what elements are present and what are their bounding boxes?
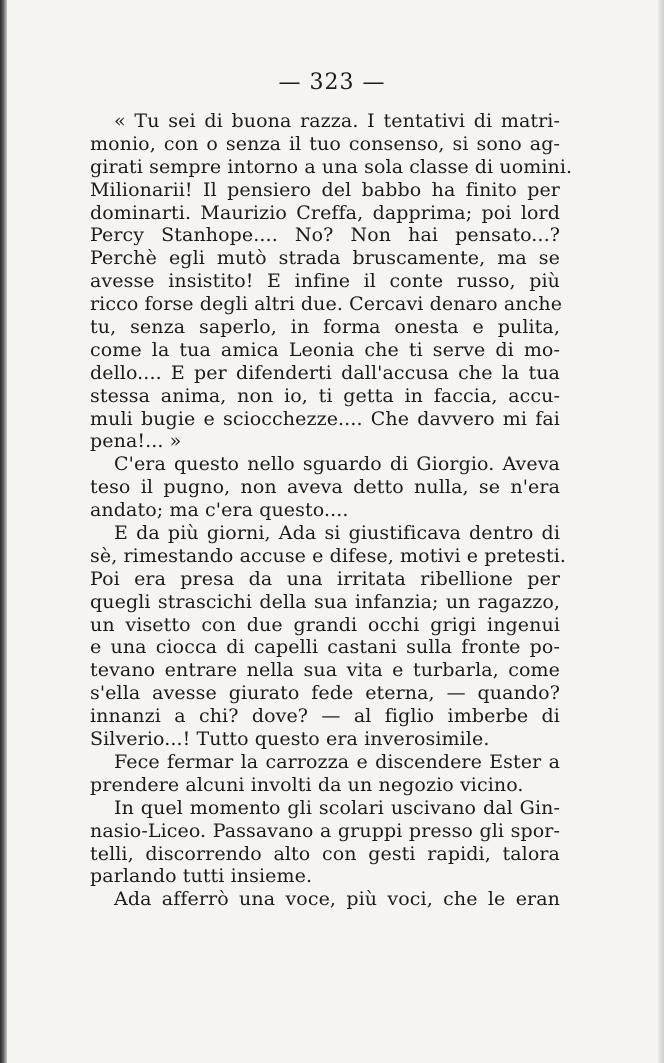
text-line: un visetto con due grandi occhi grigi ingenui — [90, 613, 560, 636]
text-line: Fece fermar la carrozza e discendere Ester a — [114, 750, 560, 773]
body-text — [90, 110, 573, 911]
text-line: muli bugie e sciocchezze.... Che davvero mi fai — [90, 407, 560, 430]
text-line: Silverio...! Tutto questo era inverosimile. — [90, 728, 490, 751]
text-line: dominarti. Maurizio Creffa, dapprima; poi lord — [90, 201, 560, 224]
text-line: monio, con o senza il tuo consenso, si sono ag- — [90, 132, 560, 155]
page-right-edge — [658, 0, 664, 1063]
text-line: e una ciocca di capelli castani sulla fronte po- — [90, 636, 560, 659]
text-line: stessa anima, non io, ti getta in faccia, accu- — [90, 384, 560, 407]
text-line: In quel momento gli scolari uscivano dal Gin- — [114, 796, 560, 819]
text-line: nasio-Liceo. Passavano a gruppi presso gli spor- — [90, 819, 560, 842]
text-line: Poi era presa da una irritata ribellione per — [90, 567, 560, 590]
text-line: telli, discorrendo alto con gesti rapidi, talora — [90, 842, 560, 865]
text-line: « Tu sei di buona razza. I tentativi di matri- — [114, 110, 560, 132]
text-line: andato; ma c'era questo.... — [90, 499, 349, 522]
text-line: teso il pugno, non aveva detto nulla, se n'era — [90, 476, 560, 499]
text-line: Percy Stanhope.... No? Non hai pensato...? — [90, 224, 560, 247]
text-line: dello.... E per difenderti dall'accusa che la tua — [90, 361, 560, 384]
text-line: Perchè egli mutò strada bruscamente, ma se — [90, 247, 560, 270]
page-binding-edge — [0, 0, 7, 1063]
text-line: C'era questo nello sguardo di Giorgio. Aveva — [114, 453, 560, 476]
text-line: innanzi a chi? dove? — al figlio imberbe di — [90, 705, 560, 728]
text-line: quegli strascichi della sua infanzia; un ragazzo, — [90, 590, 560, 613]
text-line: parlando tutti insieme. — [90, 865, 313, 888]
text-line: tevano entrare nella sua vita e turbarla, come — [90, 659, 560, 682]
text-line: girati sempre intorno a una sola classe di uomini. — [90, 155, 573, 178]
text-line: prendere alcuni involti da un negozio vicino. — [90, 773, 524, 796]
text-line: come la tua amica Leonia che ti serve di mo- — [90, 338, 560, 361]
text-line: E da più giorni, Ada si giustificava dentro di — [114, 522, 560, 545]
text-line: tu, senza saperlo, in forma onesta e pulita, — [90, 316, 560, 339]
text-line: s'ella avesse giurato fede eterna, — quando? — [90, 682, 560, 705]
text-line: Milionarii! Il pensiero del babbo ha finito per — [90, 178, 560, 201]
text-line: Ada afferrò una voce, più voci, che le eran — [114, 888, 560, 911]
text-line: sè, rimestando accuse e difese, motivi e pretesti. — [90, 544, 567, 567]
text-line: pena!... » — [90, 430, 182, 453]
text-line: avesse insistito! E infine il conte russo, più — [90, 270, 560, 293]
page-number: — 323 — — [278, 70, 386, 95]
text-line: ricco forse degli altri due. Cercavi denaro anche — [90, 293, 563, 316]
